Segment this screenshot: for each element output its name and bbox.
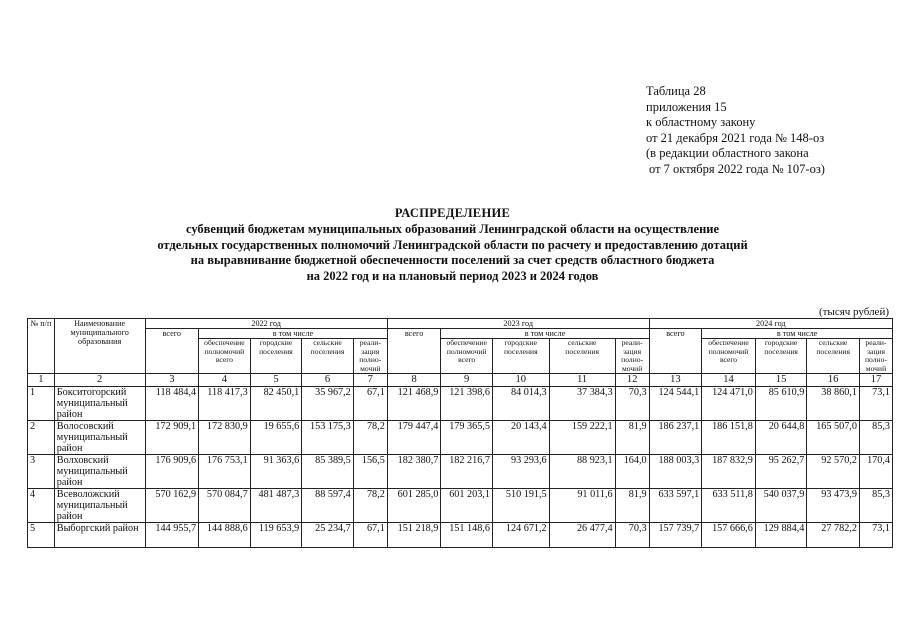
cell-2023-realization: 70,3 [615, 387, 649, 421]
cell-2024-total: 186 237,1 [649, 421, 702, 455]
cell-2023-realization: 164,0 [615, 455, 649, 489]
column-number: 12 [615, 374, 649, 387]
column-number: 10 [492, 374, 549, 387]
cell-2024-total: 633 597,1 [649, 489, 702, 523]
header-num: № п/п [28, 319, 55, 374]
column-number: 17 [859, 374, 892, 387]
column-number: 14 [702, 374, 756, 387]
cell-2023-rural: 159 222,1 [549, 421, 615, 455]
header-including: в том числе [702, 329, 893, 339]
column-number: 7 [353, 374, 387, 387]
header-rural: сельские поселения [807, 339, 860, 374]
cell-2024-rural: 27 782,2 [807, 523, 860, 548]
cell-2023-provision: 601 203,1 [441, 489, 493, 523]
cell-2024-rural: 93 473,9 [807, 489, 860, 523]
cell-2023-urban: 84 014,3 [492, 387, 549, 421]
cell-2022-urban: 119 653,9 [250, 523, 302, 548]
cell-2022-provision: 118 417,3 [199, 387, 251, 421]
cell-2023-provision: 179 365,5 [441, 421, 493, 455]
cell-2023-provision: 121 398,6 [441, 387, 493, 421]
table-row [28, 489, 893, 523]
header-provision: обеспечение полномочий всего [702, 339, 756, 374]
cell-2023-total: 121 468,9 [387, 387, 441, 421]
cell-2024-realization: 73,1 [859, 387, 892, 421]
ref-line-table: Таблица 28 [646, 84, 706, 98]
table-row [28, 455, 893, 489]
header-total: всего [649, 329, 702, 374]
cell-2022-rural: 85 389,5 [302, 455, 354, 489]
cell-2022-realization: 67,1 [353, 387, 387, 421]
cell-2023-urban: 20 143,4 [492, 421, 549, 455]
row-number: 4 [28, 489, 55, 523]
header-including: в том числе [441, 329, 649, 339]
header-total: всего [387, 329, 441, 374]
header-including: в том числе [199, 329, 388, 339]
ref-line-edition: (в редакции областного закона [646, 146, 809, 161]
header-provision: обеспечение полномочий всего [199, 339, 251, 374]
header-rural: сельские поселения [549, 339, 615, 374]
column-number: 2 [54, 374, 145, 387]
cell-2023-provision: 182 216,7 [441, 455, 493, 489]
cell-2023-rural: 91 011,6 [549, 489, 615, 523]
table-row [28, 523, 893, 548]
cell-2024-provision: 186 151,8 [702, 421, 756, 455]
cell-2024-provision: 124 471,0 [702, 387, 756, 421]
cell-2024-provision: 633 511,8 [702, 489, 756, 523]
cell-2024-provision: 157 666,6 [702, 523, 756, 548]
subvention-table [27, 318, 893, 548]
cell-2023-rural: 88 923,1 [549, 455, 615, 489]
cell-2024-provision: 187 832,9 [702, 455, 756, 489]
municipality-name: Волховский муниципальный район [54, 455, 145, 489]
row-number: 1 [28, 387, 55, 421]
municipality-name: Волосовский муниципальный район [54, 421, 145, 455]
title-line: на 2022 год и на плановый период 2023 и 2024 годов [306, 269, 599, 284]
cell-2022-urban: 82 450,1 [250, 387, 302, 421]
table-row [28, 421, 893, 455]
cell-2022-realization: 67,1 [353, 523, 387, 548]
header-year-2023: 2023 год [387, 319, 649, 329]
header-realization: реали-зация полно-мочий [859, 339, 892, 374]
ref-line-edition-date: от 7 октября 2022 года № 107-оз) [649, 161, 825, 176]
row-number: 5 [28, 523, 55, 548]
title-heading: РАСПРЕДЕЛЕНИЕ [394, 206, 511, 220]
cell-2023-total: 182 380,7 [387, 455, 441, 489]
ref-line-law-date: от 21 декабря 2021 года № 148-оз [646, 130, 825, 145]
cell-2022-rural: 153 175,3 [302, 421, 354, 455]
cell-2024-rural: 92 570,2 [807, 455, 860, 489]
cell-2022-provision: 176 753,1 [199, 455, 251, 489]
cell-2022-urban: 19 655,6 [250, 421, 302, 455]
column-numbers-row [28, 374, 893, 387]
cell-2022-urban: 481 487,3 [250, 489, 302, 523]
cell-2024-urban: 129 884,4 [755, 523, 807, 548]
ref-line-appendix: приложения 15 [646, 99, 727, 114]
title-line: на выравнивание бюджетной обеспеченности поселений за счет средств областного бюджета [190, 253, 715, 268]
header-urban: городские поселения [250, 339, 302, 374]
cell-2023-realization: 70,3 [615, 523, 649, 548]
cell-2024-urban: 540 037,9 [755, 489, 807, 523]
cell-2023-realization: 81,9 [615, 421, 649, 455]
cell-2022-total: 118 484,4 [145, 387, 199, 421]
column-number: 6 [302, 374, 354, 387]
header-urban: городские поселения [755, 339, 807, 374]
ref-line-law: к областному закону [646, 115, 756, 130]
column-number: 13 [649, 374, 702, 387]
cell-2022-provision: 570 084,7 [199, 489, 251, 523]
header-row-years [28, 319, 893, 329]
column-number: 1 [28, 374, 55, 387]
cell-2022-rural: 25 234,7 [302, 523, 354, 548]
cell-2024-realization: 85,3 [859, 421, 892, 455]
cell-2022-provision: 144 888,6 [199, 523, 251, 548]
cell-2022-realization: 156,5 [353, 455, 387, 489]
cell-2023-rural: 26 477,4 [549, 523, 615, 548]
cell-2022-provision: 172 830,9 [199, 421, 251, 455]
cell-2024-realization: 85,3 [859, 489, 892, 523]
column-number: 5 [250, 374, 302, 387]
municipality-name: Бокситогорский муниципальный район [54, 387, 145, 421]
cell-2024-urban: 20 644,8 [755, 421, 807, 455]
cell-2024-rural: 38 860,1 [807, 387, 860, 421]
cell-2022-total: 172 909,1 [145, 421, 199, 455]
cell-2024-urban: 85 610,9 [755, 387, 807, 421]
title-line: субвенций бюджетам муниципальных образований Ленинградской области на осуществление [185, 221, 720, 236]
cell-2023-rural: 37 384,3 [549, 387, 615, 421]
header-realization: реали-зация полно-мочий [615, 339, 649, 374]
cell-2023-total: 179 447,4 [387, 421, 441, 455]
cell-2022-total: 144 955,7 [145, 523, 199, 548]
header-year-2022: 2022 год [145, 319, 387, 329]
cell-2022-rural: 88 597,4 [302, 489, 354, 523]
cell-2024-rural: 165 507,0 [807, 421, 860, 455]
cell-2024-realization: 73,1 [859, 523, 892, 548]
column-number: 3 [145, 374, 199, 387]
cell-2023-urban: 510 191,5 [492, 489, 549, 523]
units-label: (тысяч рублей) [818, 306, 889, 318]
cell-2024-urban: 95 262,7 [755, 455, 807, 489]
title-line: отдельных государственных полномочий Ленинградской области по расчету и предоставлению дотаций [157, 237, 748, 252]
document-title [0, 206, 905, 285]
header-provision: обеспечение полномочий всего [441, 339, 493, 374]
cell-2022-total: 570 162,9 [145, 489, 199, 523]
cell-2022-urban: 91 363,6 [250, 455, 302, 489]
column-number: 9 [441, 374, 493, 387]
cell-2023-total: 601 285,0 [387, 489, 441, 523]
column-number: 11 [549, 374, 615, 387]
cell-2023-urban: 93 293,6 [492, 455, 549, 489]
header-total: всего [145, 329, 199, 374]
header-realization: реали-зация полно-мочий [353, 339, 387, 374]
cell-2023-provision: 151 148,6 [441, 523, 493, 548]
cell-2022-total: 176 909,6 [145, 455, 199, 489]
cell-2023-total: 151 218,9 [387, 523, 441, 548]
row-number: 3 [28, 455, 55, 489]
cell-2022-realization: 78,2 [353, 421, 387, 455]
column-number: 8 [387, 374, 441, 387]
document-reference [646, 84, 825, 178]
header-rural: сельские поселения [302, 339, 354, 374]
header-name: Наименование муниципального образования [54, 319, 145, 374]
column-number: 4 [199, 374, 251, 387]
column-number: 15 [755, 374, 807, 387]
cell-2024-realization: 170,4 [859, 455, 892, 489]
cell-2024-total: 157 739,7 [649, 523, 702, 548]
row-number: 2 [28, 421, 55, 455]
cell-2022-rural: 35 967,2 [302, 387, 354, 421]
column-number: 16 [807, 374, 860, 387]
cell-2023-realization: 81,9 [615, 489, 649, 523]
cell-2022-realization: 78,2 [353, 489, 387, 523]
municipality-name: Всеволожский муниципальный район [54, 489, 145, 523]
municipality-name: Выборгский район [54, 523, 145, 548]
cell-2024-total: 124 544,1 [649, 387, 702, 421]
header-year-2024: 2024 год [649, 319, 892, 329]
cell-2023-urban: 124 671,2 [492, 523, 549, 548]
header-urban: городские поселения [492, 339, 549, 374]
cell-2024-total: 188 003,3 [649, 455, 702, 489]
header-row-groups [28, 329, 893, 339]
table-row [28, 387, 893, 421]
